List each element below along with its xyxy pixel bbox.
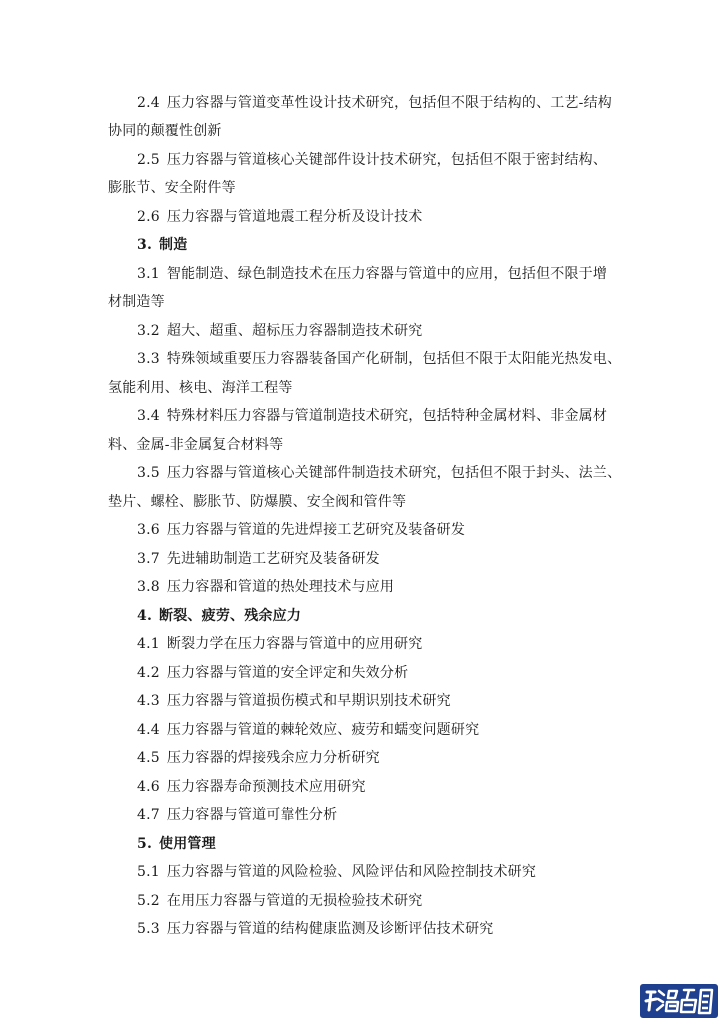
- item-4-5: 4.5 压力容器的焊接残余应力分析研究: [137, 750, 380, 766]
- item-3-5: 3.5 压力容器与管道核心关键部件制造技术研究，包括但不限于封头、法兰、: [137, 465, 622, 481]
- watermark-logo-mark: [642, 986, 716, 1016]
- item-5-2: 5.2 在用压力容器与管道的无损检验技术研究: [137, 893, 423, 909]
- item-3-8: 3.8 压力容器和管道的热处理技术与应用: [137, 579, 395, 595]
- item-4-2: 4.2 压力容器与管道的安全评定和失效分析: [137, 665, 409, 681]
- item-4-6: 4.6 压力容器寿命预测技术应用研究: [137, 779, 366, 795]
- item-3-1-continued: 材制造等: [108, 294, 165, 310]
- item-4-1: 4.1 断裂力学在压力容器与管道中的应用研究: [137, 636, 423, 652]
- watermark-logo: [640, 984, 718, 1018]
- item-4-7: 4.7 压力容器与管道可靠性分析: [137, 807, 338, 823]
- item-2-4-continued: 协同的颠覆性创新: [108, 123, 222, 139]
- item-5-1: 5.1 压力容器与管道的风险检验、风险评估和风险控制技术研究: [137, 864, 537, 880]
- item-5-3: 5.3 压力容器与管道的结构健康监测及诊断评估技术研究: [137, 921, 494, 937]
- section-heading-5: 5. 使用管理: [137, 836, 216, 852]
- item-3-6: 3.6 压力容器与管道的先进焊接工艺研究及装备研发: [137, 522, 466, 538]
- item-3-4-continued: 料、金属-非金属复合材料等: [108, 437, 284, 453]
- item-4-4: 4.4 压力容器与管道的棘轮效应、疲劳和蠕变问题研究: [137, 722, 480, 738]
- item-2-5: 2.5 压力容器与管道核心关键部件设计技术研究，包括但不限于密封结构、: [137, 152, 608, 168]
- section-heading-4: 4. 断裂、疲劳、残余应力: [137, 608, 302, 624]
- item-3-7: 3.7 先进辅助制造工艺研究及装备研发: [137, 551, 380, 567]
- item-3-2: 3.2 超大、超重、超标压力容器制造技术研究: [137, 323, 423, 339]
- item-2-4: 2.4 压力容器与管道变革性设计技术研究，包括但不限于结构的、工艺-结构: [137, 95, 613, 111]
- item-3-4: 3.4 特殊材料压力容器与管道制造技术研究，包括特种金属材料、非金属材: [137, 408, 608, 424]
- item-2-5-continued: 膨胀节、安全附件等: [108, 180, 236, 196]
- item-2-6: 2.6 压力容器与管道地震工程分析及设计技术: [137, 209, 423, 225]
- item-3-5-continued: 垫片、螺栓、膨胀节、防爆膜、安全阀和管件等: [108, 494, 407, 510]
- item-3-3-continued: 氢能利用、核电、海洋工程等: [108, 380, 293, 396]
- item-3-1: 3.1 智能制造、绿色制造技术在压力容器与管道中的应用，包括但不限于增: [137, 266, 608, 282]
- item-4-3: 4.3 压力容器与管道损伤模式和早期识别技术研究: [137, 693, 451, 709]
- section-heading-3: 3. 制造: [137, 237, 188, 253]
- item-3-3: 3.3 特殊领域重要压力容器装备国产化研制，包括但不限于太阳能光热发电、: [137, 351, 622, 367]
